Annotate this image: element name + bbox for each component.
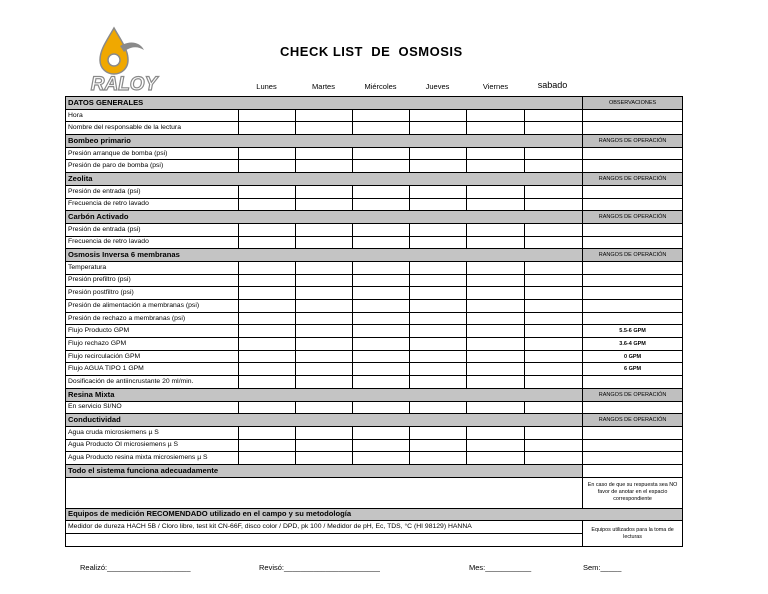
entry-cell[interactable] [525, 300, 583, 313]
obs-value [583, 376, 683, 389]
entry-cell[interactable] [525, 122, 583, 135]
entry-cell[interactable] [296, 439, 353, 452]
entry-cell[interactable] [353, 439, 410, 452]
entry-cell[interactable] [410, 338, 467, 351]
entry-cell[interactable] [410, 350, 467, 363]
section-header-row [66, 414, 683, 427]
section-obs-header: RANGOS DE OPERACIÓN [583, 135, 683, 148]
section-obs-header: RANGOS DE OPERACIÓN [583, 211, 683, 224]
entry-cell[interactable] [239, 401, 296, 414]
system-ok-note: En caso de que su respuesta sea NO favor de anotar en el espacio correspondiente [583, 477, 683, 508]
row-label: Presión prefiltro (psi) [66, 274, 239, 287]
entry-cell[interactable] [467, 223, 525, 236]
entry-cell[interactable] [525, 198, 583, 211]
obs-value [583, 122, 683, 135]
entry-cell[interactable] [467, 300, 525, 313]
obs-value [583, 300, 683, 313]
entry-cell[interactable] [296, 274, 353, 287]
table-row [66, 300, 683, 313]
table-row [66, 160, 683, 173]
entry-cell[interactable] [239, 223, 296, 236]
entry-cell[interactable] [353, 185, 410, 198]
system-ok-row [66, 464, 683, 477]
entry-cell[interactable] [353, 261, 410, 274]
entry-cell[interactable] [239, 198, 296, 211]
entry-cell[interactable] [410, 287, 467, 300]
entry-cell[interactable] [525, 312, 583, 325]
entry-cell[interactable] [353, 287, 410, 300]
row-label: Agua Producto resina mixta microsiemens µ S [66, 452, 239, 465]
entry-cell[interactable] [353, 160, 410, 173]
entry-cell[interactable] [467, 338, 525, 351]
section-title: Conductividad [66, 414, 583, 427]
entry-cell[interactable] [353, 452, 410, 465]
table-row [66, 376, 683, 389]
section-header-row [66, 249, 683, 262]
table-row [66, 147, 683, 160]
entry-cell[interactable] [467, 325, 525, 338]
entry-cell[interactable] [353, 376, 410, 389]
row-label: Hora [66, 109, 239, 122]
table-row [66, 439, 683, 452]
entry-cell[interactable] [525, 376, 583, 389]
row-label: Presión de paro de bomba (psi) [66, 160, 239, 173]
entry-cell[interactable] [525, 147, 583, 160]
entry-cell[interactable] [296, 147, 353, 160]
section-title: DATOS GENERALES [66, 97, 583, 110]
section-header-row [66, 97, 683, 110]
entry-cell[interactable] [467, 401, 525, 414]
table-row [66, 325, 683, 338]
row-label: Nombre del responsable de la lectura [66, 122, 239, 135]
entry-cell[interactable] [296, 236, 353, 249]
day-header: sabado [537, 80, 568, 90]
entry-cell[interactable] [296, 325, 353, 338]
entry-cell[interactable] [296, 122, 353, 135]
entry-cell[interactable] [525, 426, 583, 439]
entry-cell[interactable] [239, 452, 296, 465]
entry-cell[interactable] [410, 160, 467, 173]
entry-cell[interactable] [467, 350, 525, 363]
entry-cell[interactable] [353, 109, 410, 122]
entry-cell[interactable] [410, 109, 467, 122]
entry-cell[interactable] [239, 287, 296, 300]
day-header: Viernes [482, 82, 509, 91]
entry-cell[interactable] [353, 147, 410, 160]
entry-cell[interactable] [353, 426, 410, 439]
entry-cell[interactable] [410, 122, 467, 135]
table-row [66, 198, 683, 211]
entry-cell[interactable] [525, 287, 583, 300]
entry-cell[interactable] [467, 426, 525, 439]
entry-cell[interactable] [239, 338, 296, 351]
table-row [66, 122, 683, 135]
entry-cell[interactable] [467, 198, 525, 211]
entry-cell[interactable] [467, 160, 525, 173]
entry-cell[interactable] [467, 109, 525, 122]
day-header: Miércoles [364, 82, 397, 91]
entry-cell[interactable] [296, 426, 353, 439]
obs-value [583, 274, 683, 287]
entry-cell[interactable] [353, 338, 410, 351]
section-obs-header: RANGOS DE OPERACIÓN [583, 249, 683, 262]
day-header: Jueves [425, 82, 450, 91]
entry-cell[interactable] [239, 426, 296, 439]
entry-cell[interactable] [296, 312, 353, 325]
entry-cell[interactable] [467, 287, 525, 300]
mes-field[interactable]: Mes:___________ [469, 563, 532, 572]
obs-value: 6 GPM [583, 363, 683, 376]
entry-cell[interactable] [525, 236, 583, 249]
sem-field[interactable]: Sem:_____ [583, 563, 622, 572]
obs-value: 5.5-6 GPM [583, 325, 683, 338]
obs-value [583, 287, 683, 300]
table-row [66, 426, 683, 439]
obs-value [583, 401, 683, 414]
entry-cell[interactable] [467, 236, 525, 249]
obs-value [583, 236, 683, 249]
entry-cell[interactable] [353, 274, 410, 287]
row-label: Presión de rechazo a membranas (psi) [66, 312, 239, 325]
table-row [66, 261, 683, 274]
equipment-row [66, 521, 683, 534]
entry-cell[interactable] [525, 338, 583, 351]
entry-cell[interactable] [467, 312, 525, 325]
row-label: Flujo Producto GPM [66, 325, 239, 338]
equipment-header-row [66, 508, 683, 521]
obs-value [583, 185, 683, 198]
section-title: Resina Mixta [66, 388, 583, 401]
entry-cell[interactable] [239, 312, 296, 325]
entry-cell[interactable] [467, 185, 525, 198]
entry-cell[interactable] [467, 439, 525, 452]
table-row [66, 236, 683, 249]
obs-value [583, 198, 683, 211]
entry-cell[interactable] [410, 452, 467, 465]
obs-value [583, 261, 683, 274]
entry-cell[interactable] [239, 376, 296, 389]
obs-value [583, 160, 683, 173]
obs-value [583, 452, 683, 465]
obs-value [583, 223, 683, 236]
entry-cell[interactable] [410, 325, 467, 338]
table-row [66, 274, 683, 287]
checklist-table [65, 96, 683, 547]
entry-cell[interactable] [239, 185, 296, 198]
entry-cell[interactable] [296, 376, 353, 389]
entry-cell[interactable] [239, 274, 296, 287]
entry-cell[interactable] [525, 261, 583, 274]
entry-cell[interactable] [296, 287, 353, 300]
entry-cell[interactable] [296, 261, 353, 274]
row-label: Flujo AGUA TIPO 1 GPM [66, 363, 239, 376]
section-title: Carbón Activado [66, 211, 583, 224]
entry-cell[interactable] [239, 325, 296, 338]
entry-cell[interactable] [525, 452, 583, 465]
table-row [66, 338, 683, 351]
entry-cell[interactable] [353, 363, 410, 376]
entry-cell[interactable] [410, 439, 467, 452]
row-label: Presión arranque de bomba (psi) [66, 147, 239, 160]
obs-value [583, 439, 683, 452]
row-label: Temperatura [66, 261, 239, 274]
entry-cell[interactable] [296, 198, 353, 211]
entry-cell[interactable] [410, 223, 467, 236]
entry-cell[interactable] [239, 160, 296, 173]
equipment-label: Equipos de medición RECOMENDADO utilizado en el campo y su metodología [66, 508, 683, 521]
entry-cell[interactable] [525, 160, 583, 173]
section-title: Osmosis Inversa 6 membranas [66, 249, 583, 262]
entry-cell[interactable] [239, 147, 296, 160]
section-header-row [66, 211, 683, 224]
section-obs-header: OBSERVACIONES [583, 97, 683, 110]
entry-cell[interactable] [296, 338, 353, 351]
entry-cell[interactable] [239, 122, 296, 135]
entry-cell[interactable] [353, 223, 410, 236]
obs-value [583, 426, 683, 439]
obs-value [583, 109, 683, 122]
entry-cell[interactable] [525, 274, 583, 287]
table-row [66, 287, 683, 300]
day-header: Martes [312, 82, 335, 91]
section-header-row [66, 135, 683, 148]
row-label: Dosificación de antiincrustante 20 ml/min. [66, 376, 239, 389]
entry-cell[interactable] [410, 312, 467, 325]
entry-cell[interactable] [467, 147, 525, 160]
system-ok-empty [583, 464, 683, 477]
entry-cell[interactable] [296, 363, 353, 376]
entry-cell[interactable] [239, 261, 296, 274]
entry-cell[interactable] [410, 300, 467, 313]
entry-cell[interactable] [239, 350, 296, 363]
entry-cell[interactable] [467, 122, 525, 135]
row-label: Presión postfiltro (psi) [66, 287, 239, 300]
section-title: Bombeo primario [66, 135, 583, 148]
table-row [66, 350, 683, 363]
entry-cell[interactable] [296, 350, 353, 363]
obs-value: 0 GPM [583, 350, 683, 363]
table-row [66, 109, 683, 122]
entry-cell[interactable] [239, 236, 296, 249]
entry-cell[interactable] [353, 350, 410, 363]
entry-cell[interactable] [296, 300, 353, 313]
section-header-row [66, 388, 683, 401]
table-row [66, 452, 683, 465]
entry-cell[interactable] [239, 363, 296, 376]
entry-cell[interactable] [296, 185, 353, 198]
row-label: Agua Producto OI microsiemens µ S [66, 439, 239, 452]
equipment-extra[interactable] [66, 534, 583, 547]
entry-cell[interactable] [410, 236, 467, 249]
section-title: Zeolita [66, 173, 583, 186]
row-label: Flujo recirculación GPM [66, 350, 239, 363]
row-label: Flujo rechazo GPM [66, 338, 239, 351]
equipment-note: Equipos utilizados para la toma de lecturas [583, 521, 683, 546]
entry-cell[interactable] [525, 223, 583, 236]
entry-cell[interactable] [296, 452, 353, 465]
entry-cell[interactable] [296, 223, 353, 236]
section-header-row [66, 173, 683, 186]
entry-cell[interactable] [525, 401, 583, 414]
system-ok-label: Todo el sistema funciona adecuadamente [66, 464, 583, 477]
reviso-field[interactable]: Revisó:_______________________ [259, 563, 380, 572]
day-headers [238, 82, 584, 94]
row-label: Presión de entrada (psi) [66, 185, 239, 198]
system-ok-answer[interactable] [66, 477, 583, 508]
equipment-value[interactable]: Medidor de dureza HACH 5B / Cloro libre, test kit CN-66F, disco color / DPD, pk 100 / Medidor de pH, Ec, TDS, °C (HI 98129) HANNA [66, 521, 583, 534]
entry-cell[interactable] [353, 325, 410, 338]
page-title: CHECK LIST DE OSMOSIS [280, 44, 463, 59]
row-label: Frecuencia de retro lavado [66, 198, 239, 211]
entry-cell[interactable] [525, 109, 583, 122]
entry-cell[interactable] [525, 325, 583, 338]
entry-cell[interactable] [353, 312, 410, 325]
section-obs-header: RANGOS DE OPERACIÓN [583, 388, 683, 401]
section-obs-header: RANGOS DE OPERACIÓN [583, 414, 683, 427]
row-label: Frecuencia de retro lavado [66, 236, 239, 249]
entry-cell[interactable] [410, 401, 467, 414]
entry-cell[interactable] [410, 147, 467, 160]
entry-cell[interactable] [353, 300, 410, 313]
entry-cell[interactable] [525, 363, 583, 376]
section-obs-header: RANGOS DE OPERACIÓN [583, 173, 683, 186]
entry-cell[interactable] [467, 452, 525, 465]
entry-cell[interactable] [296, 160, 353, 173]
entry-cell[interactable] [410, 185, 467, 198]
table-row [66, 363, 683, 376]
entry-cell[interactable] [410, 198, 467, 211]
table-row [66, 185, 683, 198]
day-header: Lunes [256, 82, 277, 91]
entry-cell[interactable] [525, 350, 583, 363]
entry-cell[interactable] [467, 376, 525, 389]
entry-cell[interactable] [467, 261, 525, 274]
table-row [66, 223, 683, 236]
row-label: Presión de entrada (psi) [66, 223, 239, 236]
entry-cell[interactable] [353, 122, 410, 135]
realizo-field[interactable]: Realizó:____________________ [80, 563, 191, 572]
entry-cell[interactable] [410, 274, 467, 287]
entry-cell[interactable] [525, 439, 583, 452]
obs-value [583, 147, 683, 160]
entry-cell[interactable] [296, 109, 353, 122]
entry-cell[interactable] [467, 363, 525, 376]
entry-cell[interactable] [525, 185, 583, 198]
entry-cell[interactable] [239, 300, 296, 313]
entry-cell[interactable] [353, 236, 410, 249]
obs-value: 3.6-4 GPM [583, 338, 683, 351]
entry-cell[interactable] [410, 363, 467, 376]
entry-cell[interactable] [467, 274, 525, 287]
row-label: Presión de alimentación a membranas (psi) [66, 300, 239, 313]
entry-cell[interactable] [353, 198, 410, 211]
row-label: En servicio SI/NO [66, 401, 239, 414]
entry-cell[interactable] [296, 401, 353, 414]
entry-cell[interactable] [410, 261, 467, 274]
entry-cell[interactable] [353, 401, 410, 414]
obs-value [583, 312, 683, 325]
raloy-logo-text: RALOY [90, 74, 158, 94]
raloy-logo [74, 24, 174, 94]
entry-cell[interactable] [239, 439, 296, 452]
table-row [66, 312, 683, 325]
row-label: Agua cruda microsiemens µ S [66, 426, 239, 439]
entry-cell[interactable] [410, 426, 467, 439]
system-ok-answer-row [66, 477, 683, 508]
table-row [66, 401, 683, 414]
entry-cell[interactable] [239, 109, 296, 122]
entry-cell[interactable] [410, 376, 467, 389]
